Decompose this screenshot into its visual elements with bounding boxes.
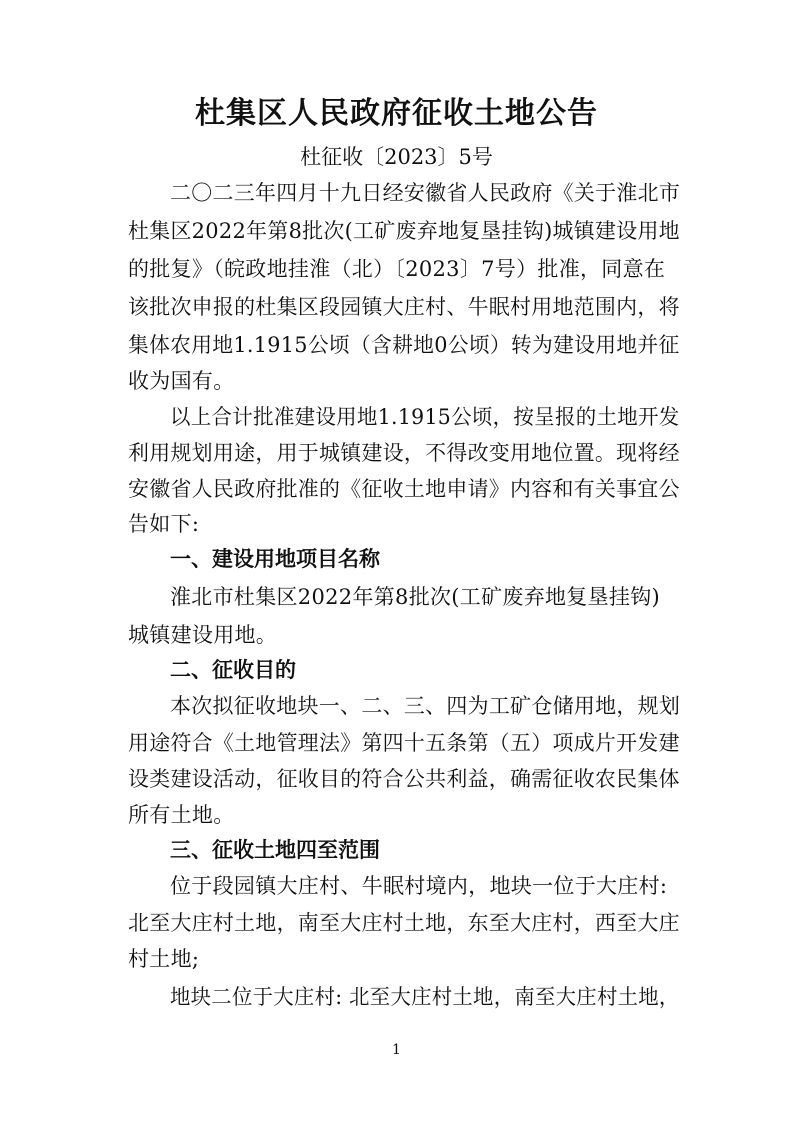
page-number: 1 xyxy=(392,1042,401,1058)
paragraph-line: 所有土地。 xyxy=(128,803,235,827)
paragraph-line: 二〇二三年四月十九日经安徽省人民政府《关于淮北市 xyxy=(170,181,681,205)
section-heading: 二、征收目的 xyxy=(170,658,296,682)
document-title: 杜集区人民政府征收土地公告 xyxy=(195,96,598,131)
paragraph-line: 北至大庄村土地，南至大庄村土地，东至大庄村，西至大庄 xyxy=(128,911,680,935)
paragraph-line: 城镇建设用地。 xyxy=(128,623,278,647)
paragraph-line: 位于段园镇大庄村、牛眠村境内，地块一位于大庄村: xyxy=(170,874,668,898)
paragraph-line: 利用规划用途，用于城镇建设，不得改变用地位置。现将经 xyxy=(128,441,680,465)
section-heading: 三、征收土地四至范围 xyxy=(170,838,380,862)
paragraph-line: 安徽省人民政府批准的《征收土地申请》内容和有关事宜公 xyxy=(128,477,680,501)
paragraph-line: 村土地; xyxy=(128,947,200,971)
paragraph-line: 淮北市杜集区2022年第8批次(工矿废弃地复垦挂钩) xyxy=(170,585,660,609)
paragraph-line: 以上合计批准建设用地1.1915公顷，按呈报的土地开发 xyxy=(170,405,680,429)
paragraph-line: 集体农用地1.1915公顷（含耕地0公顷）转为建设用地并征 xyxy=(128,333,680,357)
paragraph-line: 地块二位于大庄村: 北至大庄村土地，南至大庄村土地， xyxy=(170,985,680,1009)
paragraph-line: 杜集区2022年第8批次(工矿废弃地复垦挂钩)城镇建设用地 xyxy=(128,219,680,243)
paragraph-line: 该批次申报的杜集区段园镇大庄村、牛眠村用地范围内，将 xyxy=(128,295,680,319)
paragraph-line: 本次拟征收地块一、二、三、四为工矿仓储用地，规划 xyxy=(170,694,681,718)
paragraph-line: 用途符合《土地管理法》第四十五条第（五）项成片开发建 xyxy=(128,731,680,755)
paragraph-line: 的批复》（皖政地挂淮（北）〔2023〕7号）批准，同意在 xyxy=(128,257,666,281)
document-number: 杜征收〔2023〕5号 xyxy=(300,145,493,169)
paragraph-line: 设类建设活动，征收目的符合公共利益，确需征收农民集体 xyxy=(128,767,680,791)
paragraph-line: 收为国有。 xyxy=(128,369,235,393)
paragraph-line: 告如下: xyxy=(128,512,200,536)
section-heading: 一、建设用地项目名称 xyxy=(170,547,380,571)
